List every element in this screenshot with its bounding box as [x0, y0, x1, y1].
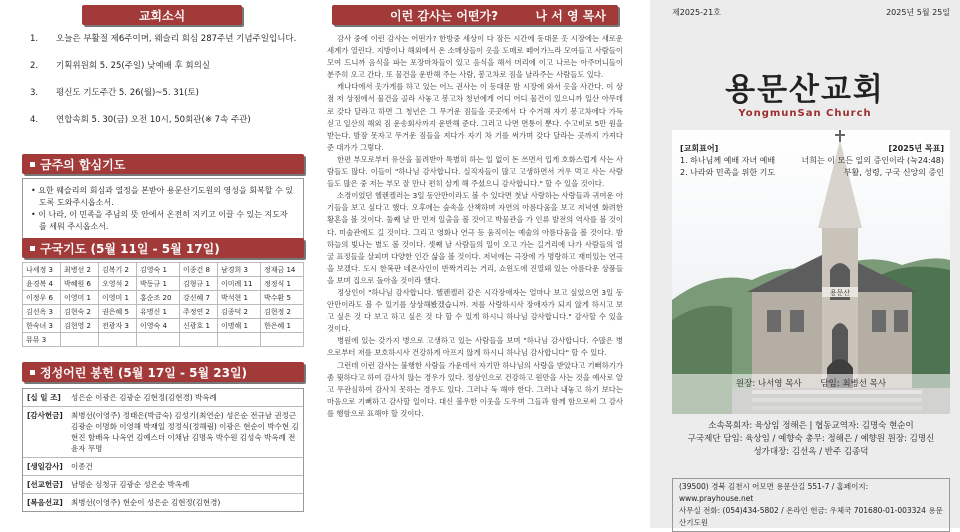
- table-cell: 뮤뮤 3: [23, 333, 61, 347]
- table-cell: 박수환 5: [260, 291, 303, 305]
- staff-line: 구국제단 담임: 육상임 / 예향숙 총무: 정해은 / 예향원 원장: 김명신: [687, 434, 935, 444]
- sermon-paragraph: 한편 부모로부터 유산을 물려받아 특별히 하는 일 없이 돈 쓰면서 입게 호화스럽게 사는 사람들도 많다. 이들이 "하나님 감사합니다. 실직자들이 많고 고생하면서 겨우 먹고 사는 사람들도 많은 중 저는 부모 잘 만나 편히 살게 해 주셨으니 감사합니다." 할 수 있을 것이다.: [327, 154, 623, 189]
- offering-box: [22, 388, 304, 512]
- sermon-title: 이런 감사는 어떤가?: [390, 8, 499, 23]
- table-cell: 강신혜 7: [179, 291, 217, 305]
- table-cell: [260, 333, 303, 347]
- offering-title: [22, 362, 304, 382]
- table-row: [23, 319, 304, 333]
- offering-title-text: 정성어린 봉헌 (5월 17일 - 5월 23일): [40, 365, 248, 380]
- sermon-page: [327, 0, 623, 528]
- offering-names: 이종건: [71, 462, 93, 471]
- table-row: [23, 333, 304, 347]
- sermon-paragraph: 병원에 있는 갖가지 병으로 고생하고 있는 사람들을 보며 "하나님 감사합니다. 수많은 병으로부터 저를 보호하시사 건강하게 아프지 않게 하시니 하나님 감사합니다" 할 수 있다.: [327, 336, 623, 358]
- table-cell: 정정식 1: [260, 277, 303, 291]
- news-number: 2.: [30, 61, 39, 71]
- sermon-paragraph: 캐나다에서 옷가게를 하고 있는 어느 권사는 이 동대문 밤 시장에 와서 옷을 사간다. 이 상점 저 상점에서 물건을 골라 사놓고 봉고차 청년에게 어디 어디 물건이 있으니까 일산 아무데로 갖다 달라고 하면 그 청년은 그 무거운 짐들을 곳곳에서 다 수거해 자기 봉고차에다 가득 싣고 일산의 해외 짐 운송회사까지 운반해 준다. 그러고 나면 면통이 뿐다. 수고비로 5만 원을 받는다. 밤잠 못자고 무거운 짐들을 져다가 자기 차 기를 써가며 갖다 달라는 곳까지 가져다 준 대가가 그렇다.: [327, 82, 623, 152]
- offering-label: [복음선교]: [27, 498, 63, 507]
- staff-line: 소속목회자: 육상임 정해은 | 협동교역자: 김명숙 현순이: [708, 421, 914, 431]
- year-goal: [802, 143, 944, 179]
- sermon-paragraph: 정상인이 "하나님 감사합니다. 헬렌켈러 같은 시각장애자는 얼마나 보고 싶었으면 3일 동안만이라도 볼 수 있기를 상상해봤겠습니까. 저를 사랑하시사 장애자가 되지 않게 하시고 보고 싶은 것 다 보고 하고 싶은 것 다 할 수 있게 하시니 하나님 감사합니다." 감사할 수 있을 것이다.: [327, 287, 623, 334]
- national-prayer-section: [22, 238, 304, 347]
- offering-row: [23, 389, 303, 407]
- table-row: [23, 291, 304, 305]
- square-bullet-icon: [30, 162, 35, 167]
- prayer-section: [22, 154, 304, 240]
- table-cell: 윤경복 4: [23, 277, 61, 291]
- sermon-author: 나 서 영 목사: [535, 8, 606, 23]
- table-cell: [99, 333, 137, 347]
- offering-names: 최병선(이영주) 현순이 성은순 김현정(김현경): [71, 498, 221, 507]
- table-cell: 이영미 1: [99, 291, 137, 305]
- news-text: 오늘은 부활절 제6주이며, 웨슬리 회심 287주년 기념주일입니다.: [56, 34, 297, 44]
- staff-list: [672, 420, 950, 459]
- sermon-header: [332, 5, 618, 25]
- table-row: [23, 263, 304, 277]
- table-cell: 김종덕 2: [217, 305, 260, 319]
- national-prayer-title-text: 구국기도 (5월 11일 - 5월 17일): [40, 241, 220, 256]
- issue-date: 2025년 5월 25일: [886, 8, 950, 17]
- news-item: [22, 60, 304, 73]
- table-cell: 박혜원 6: [61, 277, 99, 291]
- sermon-header-bar: [332, 5, 618, 25]
- table-cell: 이영미 1: [61, 291, 99, 305]
- table-cell: 김현정 2: [260, 305, 303, 319]
- news-text: 연합속회 5. 30(금) 오전 10시, 50회관(※ 7속 주관): [56, 115, 251, 125]
- news-item: [22, 33, 304, 46]
- offering-names: 남명순 심청규 김광순 성은순 박옥례: [71, 480, 190, 489]
- prayer-title: [22, 154, 304, 174]
- offering-label: [선교헌금]: [27, 480, 63, 489]
- church-news-title: 교회소식: [82, 5, 242, 25]
- issue-row: [672, 7, 950, 18]
- goal-tag: [2025년 목표]: [888, 144, 944, 153]
- news-number: 4.: [30, 115, 39, 125]
- pastor-assoc: 담임: 최병선 목사: [820, 379, 887, 389]
- left-page: [22, 0, 304, 528]
- table-cell: 김형규 1: [179, 277, 217, 291]
- table-cell: 최병선 2: [61, 263, 99, 277]
- table-cell: 김선옥 3: [23, 305, 61, 319]
- offering-label: [십 일 조]: [27, 393, 61, 402]
- table-cell: 김복기 2: [99, 263, 137, 277]
- table-cell: 신광호 1: [179, 319, 217, 333]
- table-cell: 한숙녀 3: [23, 319, 61, 333]
- table-cell: 유명신 1: [137, 305, 180, 319]
- motto-line: 1. 하나님께 예배 자녀 예배: [680, 156, 776, 165]
- offering-names: 성은순 이광은 김광순 김현정(김현경) 박옥례: [71, 393, 217, 402]
- cover-page: [650, 0, 960, 528]
- church-name: 용문산교회: [725, 72, 885, 108]
- table-cell: 이종건 8: [179, 263, 217, 277]
- address-box: [672, 478, 950, 532]
- offering-row: [23, 494, 303, 511]
- national-prayer-title: [22, 238, 304, 258]
- table-cell: 한은혜 1: [260, 319, 303, 333]
- offering-row: [23, 476, 303, 494]
- table-cell: [217, 333, 260, 347]
- offering-row: [23, 458, 303, 476]
- news-text: 평신도 기도주간 5. 26(월)~5. 31(토): [56, 88, 199, 98]
- table-row: [23, 305, 304, 319]
- table-cell: 남경희 3: [217, 263, 260, 277]
- table-cell: [137, 333, 180, 347]
- table-cell: 이명해 1: [217, 319, 260, 333]
- table-cell: 김영숙 1: [137, 263, 180, 277]
- sermon-paragraph: 소경이었던 헬렌켈러는 3일 동안만이라도 볼 수 있다면 첫날 사랑하는 사랑들과 귀여운 아기들을 보고 싶다고 했다. 오후에는 숲속을 산책하며 자연의 아름다움을 보고 저녁엔 화려한 황혼을 볼 것이다. 둘째 날 만 먼저 일출을 볼 것이고 박물관을 가 인류 발전의 역사를 볼 것이다. 미술관에도 길 것이다. 그리고 영화나 연극 등 움직이는 예술의 아름다움을 볼 것이다. 밤 하늘의 빛나는 별도 볼 것이다. 셋째 날 사람들의 일이 오고 가는 길거리에 나가 사람들의 얼굴 표정들을 살피며 다양한 인간 삶을 볼 것이다. 저녁에는 극장에 가 명랑하고 재미있는 연극을 보겠다. 도시 한복판 네온사인이 반짝거리는 거리, 쇼윈도에 진열돼 있는 아름다운 상품들을 보며 집으로 돌아올 것이라 했다.: [327, 191, 623, 285]
- church-english-name: YongmunSan Church: [738, 108, 872, 119]
- prayer-item: • 요한 웨슬리의 회심과 열정을 본받아 용문산기도원의 영성을 회복할 수 있도록 도와주시옵소서.: [31, 186, 293, 207]
- pastor-line: [672, 377, 950, 389]
- prayer-box: [22, 178, 304, 240]
- sermon-paragraph: 감사 중에 이런 감사는 어떤가? 한방중 세상이 다 잠든 시간에 동대문 옷 시장에는 새로운 세계가 열린다. 지방이나 해외에서 온 소매상들이 옷을 도매로 떼어가느라 모여들고 사람들이 모여 드니까 음식을 파는 포장마차들이 있고 음식을 해서 머리에 이고 나르는 아주머니들이 분주히 오고 간다. 또 물건을 운반해 주는 사람, 봉고차로 짐을 날라주는 사람들도 있다.: [327, 34, 623, 80]
- offering-section: [22, 362, 304, 512]
- table-cell: 나세정 3: [23, 263, 61, 277]
- table-cell: 전광자 3: [99, 319, 137, 333]
- table-cell: 박석현 1: [217, 291, 260, 305]
- table-cell: 오영석 2: [99, 277, 137, 291]
- goal-line: 너희는 이 모든 일의 증인이라 (눅24:48): [801, 156, 944, 165]
- sermon-paragraph: 그런데 이런 감사는 불행한 사람들 가운데서 자기만 하나님의 사랑을 받았다고 기뻐하기가 좀 뭣하다고 하여 감사치 않는 경우가 있다. 정상인으로 건강하고 원만을 사는 것을 예사로 알고 무관심하여 감사치 못하는 경우도 있다. 그러나 둑 해야 한다. 그러나 내놓고 하기 보다는 마음으로 기뻐하고 감사할 일이다. 대신 불우한 이웃을 도우며 그들과 함께 함으로써 그 감사를 행함으로 표해야 할 것이다.: [327, 360, 623, 418]
- table-cell: 박동규 1: [137, 277, 180, 291]
- national-prayer-table: [22, 262, 304, 347]
- table-cell: 김현영 2: [61, 319, 99, 333]
- table-cell: 김현숙 2: [61, 305, 99, 319]
- table-cell: 홍순조 20: [137, 291, 180, 305]
- table-cell: 권은혜 5: [99, 305, 137, 319]
- staff-line: 성가대장: 김선옥 / 반주 김종덕: [753, 447, 869, 457]
- news-number: 3.: [30, 88, 39, 98]
- news-text: 기획위원회 5. 25(주일) 낮예배 후 회의실: [56, 61, 211, 71]
- offering-label: [생일감사]: [27, 462, 63, 471]
- news-list: [22, 33, 304, 127]
- offering-names: 최병선(이영주) 정태은(박금숙) 김성기(최연순) 성은순 전규남 권정근 김광순 이명화 이영해 박재일 정정식(정해림) 이광은 현순이 박수현 김현진 함배옥 나옥연 김예스더 이채남 김명옥 박수원 김성숙 박옥례 전윤자 무명: [71, 411, 299, 453]
- issue-number: 제2025-21호: [672, 8, 721, 17]
- address-line: 사무실 전화: (054)434-5802 / 온라인 헌금: 우체국 701680-01-003324 용문산기도원: [679, 506, 943, 527]
- table-cell: [61, 333, 99, 347]
- motto-line: 2. 나라와 민족을 위한 기도: [680, 168, 776, 177]
- table-cell: [179, 333, 217, 347]
- pastor-lead: 원장: 나서영 목사: [735, 379, 802, 389]
- table-cell: 이정우 6: [23, 291, 61, 305]
- table-row: [23, 277, 304, 291]
- church-news-section: [22, 5, 304, 141]
- table-cell: 이영숙 4: [137, 319, 180, 333]
- offering-label: [감사헌금]: [27, 411, 63, 420]
- table-cell: 정재금 14: [260, 263, 303, 277]
- square-bullet-icon: [30, 370, 35, 375]
- square-bullet-icon: [30, 246, 35, 251]
- prayer-title-text: 금주의 합심기도: [40, 157, 126, 172]
- goal-line: 부활, 성령, 구국 신앙의 증인: [843, 168, 944, 177]
- news-item: [22, 87, 304, 100]
- table-cell: 이미례 11: [217, 277, 260, 291]
- church-motto: [680, 143, 775, 179]
- news-item: [22, 114, 304, 127]
- news-number: 1.: [30, 34, 39, 44]
- church-sign-text: 용문산: [829, 289, 851, 297]
- prayer-item: • 이 나라, 이 민족을 주님의 뜻 안에서 온전히 지키고 이끌 수 있는 지도자를 세워 주시옵소서.: [31, 210, 288, 231]
- sermon-body: [327, 33, 623, 420]
- address-line: (39500) 경북 김천시 어모면 용문산길 551-7 / 홈페이지: www.prayhouse.net: [679, 482, 869, 503]
- table-cell: 주정연 2: [179, 305, 217, 319]
- motto-tag: [교회표어]: [680, 144, 719, 153]
- offering-row: [23, 407, 303, 458]
